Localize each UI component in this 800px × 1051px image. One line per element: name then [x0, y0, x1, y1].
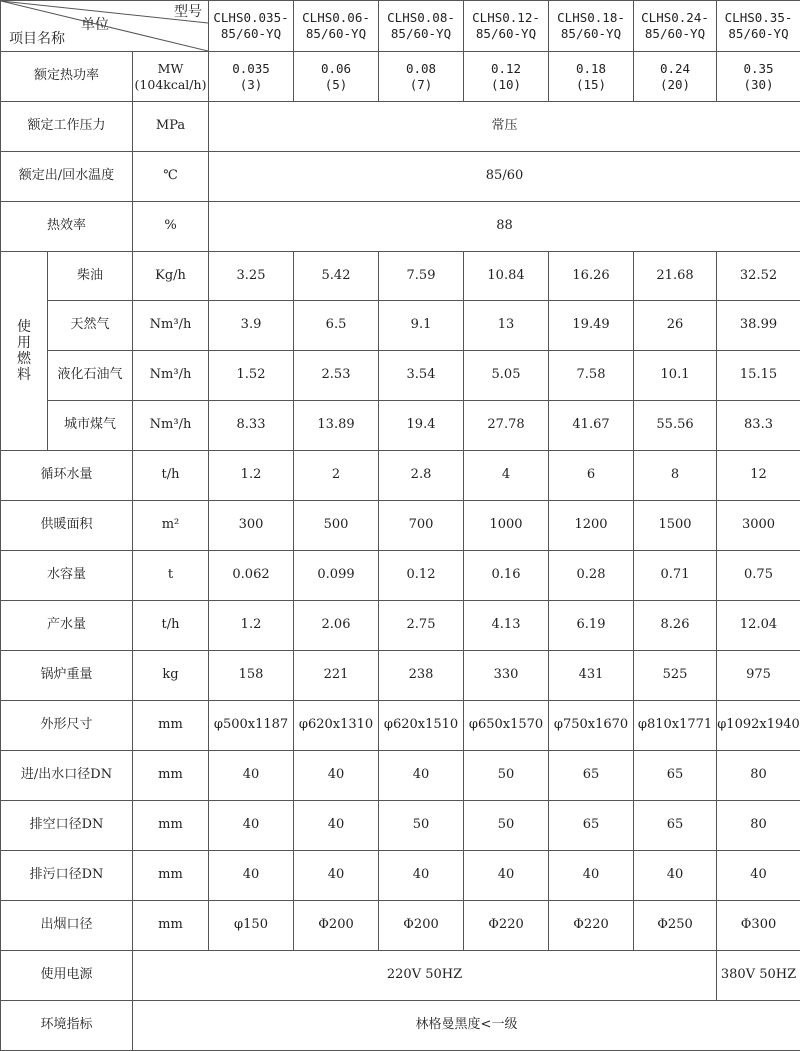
value-cell: 38.99: [717, 301, 800, 351]
value-cell: [634, 52, 717, 102]
type-label: 型号: [174, 4, 202, 22]
value-cell: 4.13: [464, 601, 549, 651]
model-header: CLHS0.06-85/60-YQ: [294, 1, 379, 52]
value-cell: 3.9: [209, 301, 294, 351]
value-cell: 8: [634, 451, 717, 501]
value-cell: 5.42: [294, 252, 379, 301]
unit-cell: t/h: [133, 451, 209, 501]
spec-row: [1, 701, 800, 751]
fuel-group-text: 使用燃料: [17, 319, 31, 383]
model-header: CLHS0.18-85/60-YQ: [549, 1, 634, 52]
unit-cell: mm: [133, 801, 209, 851]
item-label: 项目名称: [9, 31, 65, 49]
value-cell: 32.52: [717, 252, 800, 301]
spec-row: [1, 851, 800, 901]
value-cell: 2.06: [294, 601, 379, 651]
unit-cell: mm: [133, 701, 209, 751]
row-label: 额定工作压力: [1, 102, 133, 152]
row-label: 环境指标: [1, 1001, 133, 1051]
value-cell: 40: [294, 751, 379, 801]
value-cell: 13: [464, 301, 549, 351]
value-cell: 8.26: [634, 601, 717, 651]
value-cell: 10.84: [464, 252, 549, 301]
value-cell: [464, 52, 549, 102]
row-label: 热效率: [1, 202, 133, 252]
row-label: 供暖面积: [1, 501, 133, 551]
value-cell: 2.53: [294, 351, 379, 401]
environment-value: 林格曼黑度<一级: [133, 1001, 800, 1051]
unit-cell: ℃: [133, 152, 209, 202]
value-cell: 83.3: [717, 401, 800, 451]
value-cell: 1000: [464, 501, 549, 551]
unit-cell: [133, 52, 209, 102]
value-cell: 65: [549, 801, 634, 851]
value-cell: 9.1: [379, 301, 464, 351]
unit-cell: Nm³/h: [133, 351, 209, 401]
value-cell: 0.28: [549, 551, 634, 601]
value-cell: 40: [379, 851, 464, 901]
spec-row: [1, 651, 800, 701]
value-cell: 80: [717, 751, 800, 801]
model-header: CLHS0.08-85/60-YQ: [379, 1, 464, 52]
value-cell: 3.54: [379, 351, 464, 401]
value-cell: 0.062: [209, 551, 294, 601]
rated-heat-row: [1, 52, 800, 102]
value-cell: 40: [464, 851, 549, 901]
value-cell: 40: [634, 851, 717, 901]
value-cell: 19.4: [379, 401, 464, 451]
value-cell: 41.67: [549, 401, 634, 451]
header-corner-cell: [1, 1, 209, 52]
unit-cell: %: [133, 202, 209, 252]
value-cell: 700: [379, 501, 464, 551]
header-row: [1, 1, 800, 52]
fuel-label: 柴油: [48, 252, 133, 301]
value-cell: 2.75: [379, 601, 464, 651]
unit-mw: MW: [133, 61, 208, 77]
value-cell: 55.56: [634, 401, 717, 451]
value-cell: 65: [634, 751, 717, 801]
row-label: 额定热功率: [1, 52, 133, 102]
value-cell: Φ250: [634, 901, 717, 951]
row-label: 水容量: [1, 551, 133, 601]
value-cell: 2.8: [379, 451, 464, 501]
unit-cell: Kg/h: [133, 252, 209, 301]
fuel-row: [1, 351, 800, 401]
model-header: CLHS0.24-85/60-YQ: [634, 1, 717, 52]
value-cell: 1.2: [209, 601, 294, 651]
fuel-row: [1, 252, 800, 301]
power-value-b: 380V 50HZ: [717, 951, 800, 1001]
unit-cell: t/h: [133, 601, 209, 651]
fuel-group-label: [1, 252, 48, 451]
value-cell: 16.26: [549, 252, 634, 301]
value-cell: φ620x1310: [294, 701, 379, 751]
value-cell: 1.52: [209, 351, 294, 401]
value-cell: 6.5: [294, 301, 379, 351]
fuel-label: 液化石油气: [48, 351, 133, 401]
value-cell: 0.099: [294, 551, 379, 601]
value-cell: 4: [464, 451, 549, 501]
value-cell: 0.12: [379, 551, 464, 601]
row-label: 排空口径DN: [1, 801, 133, 851]
unit-cell: Nm³/h: [133, 401, 209, 451]
value-cell: 40: [549, 851, 634, 901]
value-cell: 10.1: [634, 351, 717, 401]
unit-kcal: (104kcal/h): [133, 77, 208, 93]
value-cell: 40: [294, 851, 379, 901]
row-label: 进/出水口径DN: [1, 751, 133, 801]
spec-row: [1, 751, 800, 801]
value-cell: 50: [464, 801, 549, 851]
unit-cell: mm: [133, 901, 209, 951]
value-cell: 300: [209, 501, 294, 551]
value-cell: 40: [209, 851, 294, 901]
merged-value-cell: 常压: [209, 102, 800, 152]
value-cell: 6: [549, 451, 634, 501]
value-cell: 8.33: [209, 401, 294, 451]
value-cell: 65: [549, 751, 634, 801]
value-cell: φ810x1771: [634, 701, 717, 751]
value-cell: 40: [294, 801, 379, 851]
value-cell: φ500x1187: [209, 701, 294, 751]
model-header: CLHS0.35-85/60-YQ: [717, 1, 800, 52]
spec-row: [1, 551, 800, 601]
row-label: 排污口径DN: [1, 851, 133, 901]
value-cell: [717, 52, 800, 102]
unit-cell: kg: [133, 651, 209, 701]
value-cell: 5.05: [464, 351, 549, 401]
power-row: [1, 951, 800, 1001]
value-cell: Φ220: [549, 901, 634, 951]
value-cell: 6.19: [549, 601, 634, 651]
value-cell: 27.78: [464, 401, 549, 451]
value-cell: 19.49: [549, 301, 634, 351]
value-cell: φ1092x1940: [717, 701, 800, 751]
value-cell: 0.75: [717, 551, 800, 601]
value-cell: 221: [294, 651, 379, 701]
fuel-label: 天然气: [48, 301, 133, 351]
value-mw: 0.12: [464, 61, 548, 77]
value-kcal: (20): [634, 77, 716, 93]
pressure-row: [1, 102, 800, 152]
value-cell: 975: [717, 651, 800, 701]
temperature-row: [1, 152, 800, 202]
value-cell: 13.89: [294, 401, 379, 451]
fuel-label: 城市煤气: [48, 401, 133, 451]
value-cell: φ650x1570: [464, 701, 549, 751]
spec-row: [1, 801, 800, 851]
value-cell: 238: [379, 651, 464, 701]
value-cell: 0.71: [634, 551, 717, 601]
unit-label: 单位: [81, 17, 109, 35]
model-header: CLHS0.035-85/60-YQ: [209, 1, 294, 52]
value-kcal: (7): [379, 77, 463, 93]
value-kcal: (30): [717, 77, 800, 93]
value-cell: Φ220: [464, 901, 549, 951]
value-cell: Φ300: [717, 901, 800, 951]
value-kcal: (10): [464, 77, 548, 93]
value-mw: 0.06: [294, 61, 378, 77]
value-kcal: (15): [549, 77, 633, 93]
spec-row: [1, 901, 800, 951]
value-mw: 0.24: [634, 61, 716, 77]
unit-cell: m²: [133, 501, 209, 551]
unit-cell: t: [133, 551, 209, 601]
row-label: 循环水量: [1, 451, 133, 501]
row-label: 使用电源: [1, 951, 133, 1001]
value-cell: φ750x1670: [549, 701, 634, 751]
value-cell: 12.04: [717, 601, 800, 651]
unit-cell: Nm³/h: [133, 301, 209, 351]
value-cell: 50: [464, 751, 549, 801]
value-cell: 0.16: [464, 551, 549, 601]
power-value-a: 220V 50HZ: [133, 951, 717, 1001]
value-kcal: (3): [209, 77, 293, 93]
value-cell: 1200: [549, 501, 634, 551]
value-kcal: (5): [294, 77, 378, 93]
value-cell: 525: [634, 651, 717, 701]
value-cell: Φ200: [294, 901, 379, 951]
spec-row: [1, 601, 800, 651]
unit-cell: MPa: [133, 102, 209, 152]
value-cell: 40: [379, 751, 464, 801]
value-cell: 50: [379, 801, 464, 851]
value-cell: 65: [634, 801, 717, 851]
row-label: 锅炉重量: [1, 651, 133, 701]
value-cell: 330: [464, 651, 549, 701]
value-cell: [379, 52, 464, 102]
value-mw: 0.18: [549, 61, 633, 77]
value-cell: 40: [717, 851, 800, 901]
value-mw: 0.035: [209, 61, 293, 77]
value-cell: 500: [294, 501, 379, 551]
unit-cell: mm: [133, 851, 209, 901]
value-cell: 15.15: [717, 351, 800, 401]
spec-row: [1, 451, 800, 501]
value-cell: 21.68: [634, 252, 717, 301]
merged-value-cell: 85/60: [209, 152, 800, 202]
value-cell: 1.2: [209, 451, 294, 501]
value-cell: 7.59: [379, 252, 464, 301]
row-label: 产水量: [1, 601, 133, 651]
value-cell: Φ200: [379, 901, 464, 951]
value-cell: φ150: [209, 901, 294, 951]
value-cell: 40: [209, 801, 294, 851]
value-cell: 12: [717, 451, 800, 501]
row-label: 外形尺寸: [1, 701, 133, 751]
value-cell: φ620x1510: [379, 701, 464, 751]
value-cell: [209, 52, 294, 102]
value-cell: [294, 52, 379, 102]
efficiency-row: [1, 202, 800, 252]
row-label: 出烟口径: [1, 901, 133, 951]
value-cell: 158: [209, 651, 294, 701]
row-label: 额定出/回水温度: [1, 152, 133, 202]
value-mw: 0.35: [717, 61, 800, 77]
value-mw: 0.08: [379, 61, 463, 77]
value-cell: 3.25: [209, 252, 294, 301]
environment-row: [1, 1001, 800, 1051]
value-cell: 80: [717, 801, 800, 851]
value-cell: 1500: [634, 501, 717, 551]
value-cell: 431: [549, 651, 634, 701]
fuel-row: [1, 401, 800, 451]
value-cell: 7.58: [549, 351, 634, 401]
merged-value-cell: 88: [209, 202, 800, 252]
unit-cell: mm: [133, 751, 209, 801]
value-cell: 2: [294, 451, 379, 501]
value-cell: 40: [209, 751, 294, 801]
model-header: CLHS0.12-85/60-YQ: [464, 1, 549, 52]
value-cell: 3000: [717, 501, 800, 551]
value-cell: [549, 52, 634, 102]
spec-row: [1, 501, 800, 551]
value-cell: 26: [634, 301, 717, 351]
fuel-row: [1, 301, 800, 351]
